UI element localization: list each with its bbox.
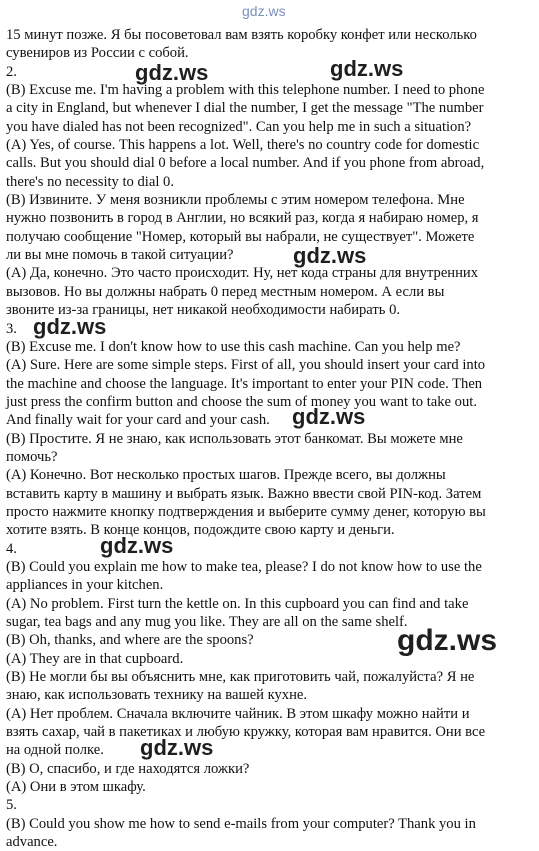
- text-line: the machine and choose the language. It's important to enter your PIN code. Then: [6, 375, 483, 392]
- text-line: (B) Excuse me. I'm having a problem with this telephone number. I need to phone: [6, 82, 485, 99]
- text-line: ли вы мне помочь в такой ситуации?: [6, 247, 234, 264]
- text-line: there's no necessity to dial 0.: [6, 173, 174, 190]
- text-line: 15 минут позже. Я бы посоветовал вам взять коробку конфет или несколько: [6, 27, 477, 43]
- text-line: (B) Could you show me how to send e-mails from your computer? Thank you in: [6, 815, 476, 832]
- text-line: advance.: [6, 834, 58, 851]
- text-line: just press the confirm button and choose the sum of money you want to take out.: [6, 393, 477, 410]
- text-line: (A) Конечно. Вот несколько простых шагов. Прежде всего, вы должны: [6, 467, 446, 484]
- text-line: appliances in your kitchen.: [6, 577, 164, 594]
- text-line: (A) Yes, of course. This happens a lot. Well, there's no country code for domestic: [6, 137, 480, 154]
- document-text: [6, 26, 536, 851]
- text-line: нужно позвонить в город в Англии, но всякий раз, когда я набираю номер, я: [6, 210, 479, 227]
- text-line: And finally wait for your card and your cash.: [6, 412, 270, 429]
- text-line: знаю, как использовать технику на вашей кухне.: [6, 687, 308, 704]
- text-line: (A) Да, конечно. Это часто происходит. Ну, нет кода страны для внутренних: [6, 265, 479, 282]
- text-line: на одной полке.: [6, 742, 104, 759]
- header-watermark: gdz.ws: [242, 3, 286, 19]
- text-line: вызовов. Но вы должны набрать 0 перед местным номером. А если вы: [6, 283, 445, 300]
- text-line: (A) Они в этом шкафу.: [6, 779, 146, 796]
- text-line: you have dialed has not been recognized". Can you help me in such a situation?: [6, 118, 472, 135]
- text-line: просто нажмите кнопку подтверждения и выберите сумму денег, которую вы: [6, 503, 486, 520]
- text-line: (B) Oh, thanks, and where are the spoons?: [6, 632, 254, 649]
- text-line: (B) Простите. Я не знаю, как использовать этот банкомат. Вы можете мне: [6, 430, 463, 447]
- text-line: помочь?: [6, 448, 58, 465]
- watermark: gdz.ws: [140, 735, 214, 760]
- text-line: вставить карту в машину и выбрать язык. Важно ввести свой PIN-код. Затем: [6, 485, 482, 502]
- watermark: gdz.ws: [330, 56, 404, 81]
- text-line: получаю сообщение "Номер, который вы набрали, не существует". Можете: [6, 228, 475, 245]
- text-line: 2.: [6, 63, 17, 80]
- watermark: gdz.ws: [135, 60, 209, 85]
- text-line: sugar, tea bags and any mug you like. They are all on the same shelf.: [6, 614, 408, 630]
- watermark: gdz.ws: [100, 533, 174, 558]
- text-line: 5.: [6, 797, 17, 814]
- text-line: 3.: [6, 320, 17, 337]
- text-line: звоните из-за границы, нет никакой необходимости набирать 0.: [6, 302, 401, 319]
- text-line: (B) Извините. У меня возникли проблемы с этим номером телефона. Мне: [6, 192, 465, 209]
- watermark: gdz.ws: [33, 314, 107, 339]
- text-line: взять сахар, чай в пакетиках и любую кружку, которая вам нравится. Они все: [6, 724, 486, 741]
- text-line: (A) Нет проблем. Сначала включите чайник. В этом шкафу можно найти и: [6, 705, 470, 722]
- watermark: gdz.ws: [397, 624, 498, 657]
- text-line: (B) О, спасибо, и где находятся ложки?: [6, 760, 250, 777]
- text-line: a city in England, but whenever I dial the number, I get the message "The number: [6, 100, 484, 117]
- watermark: gdz.ws: [292, 404, 366, 429]
- text-line: (B) Excuse me. I don't know how to use this cash machine. Can you help me?: [6, 338, 461, 355]
- text-line: хотите взять. В конце концов, подождите свою карту и деньги.: [6, 522, 395, 539]
- text-line: (B) Could you explain me how to make tea, please? I do not know how to use the: [6, 558, 482, 575]
- text-line: (A) Sure. Here are some simple steps. First of all, you should insert your card into: [6, 357, 486, 374]
- text-line: сувениров из России с собой.: [6, 45, 189, 62]
- watermark: gdz.ws: [293, 243, 367, 268]
- text-line: 4.: [6, 540, 17, 557]
- text-line: calls. But you should dial 0 before a local number. And if you phone from abroad,: [6, 155, 485, 172]
- text-line: (B) Не могли бы вы объяснить мне, как приготовить чай, пожалуйста? Я не: [6, 669, 475, 686]
- text-line: (A) They are in that cupboard.: [6, 650, 184, 667]
- text-line: (A) No problem. First turn the kettle on. In this cupboard you can find and take: [6, 595, 469, 612]
